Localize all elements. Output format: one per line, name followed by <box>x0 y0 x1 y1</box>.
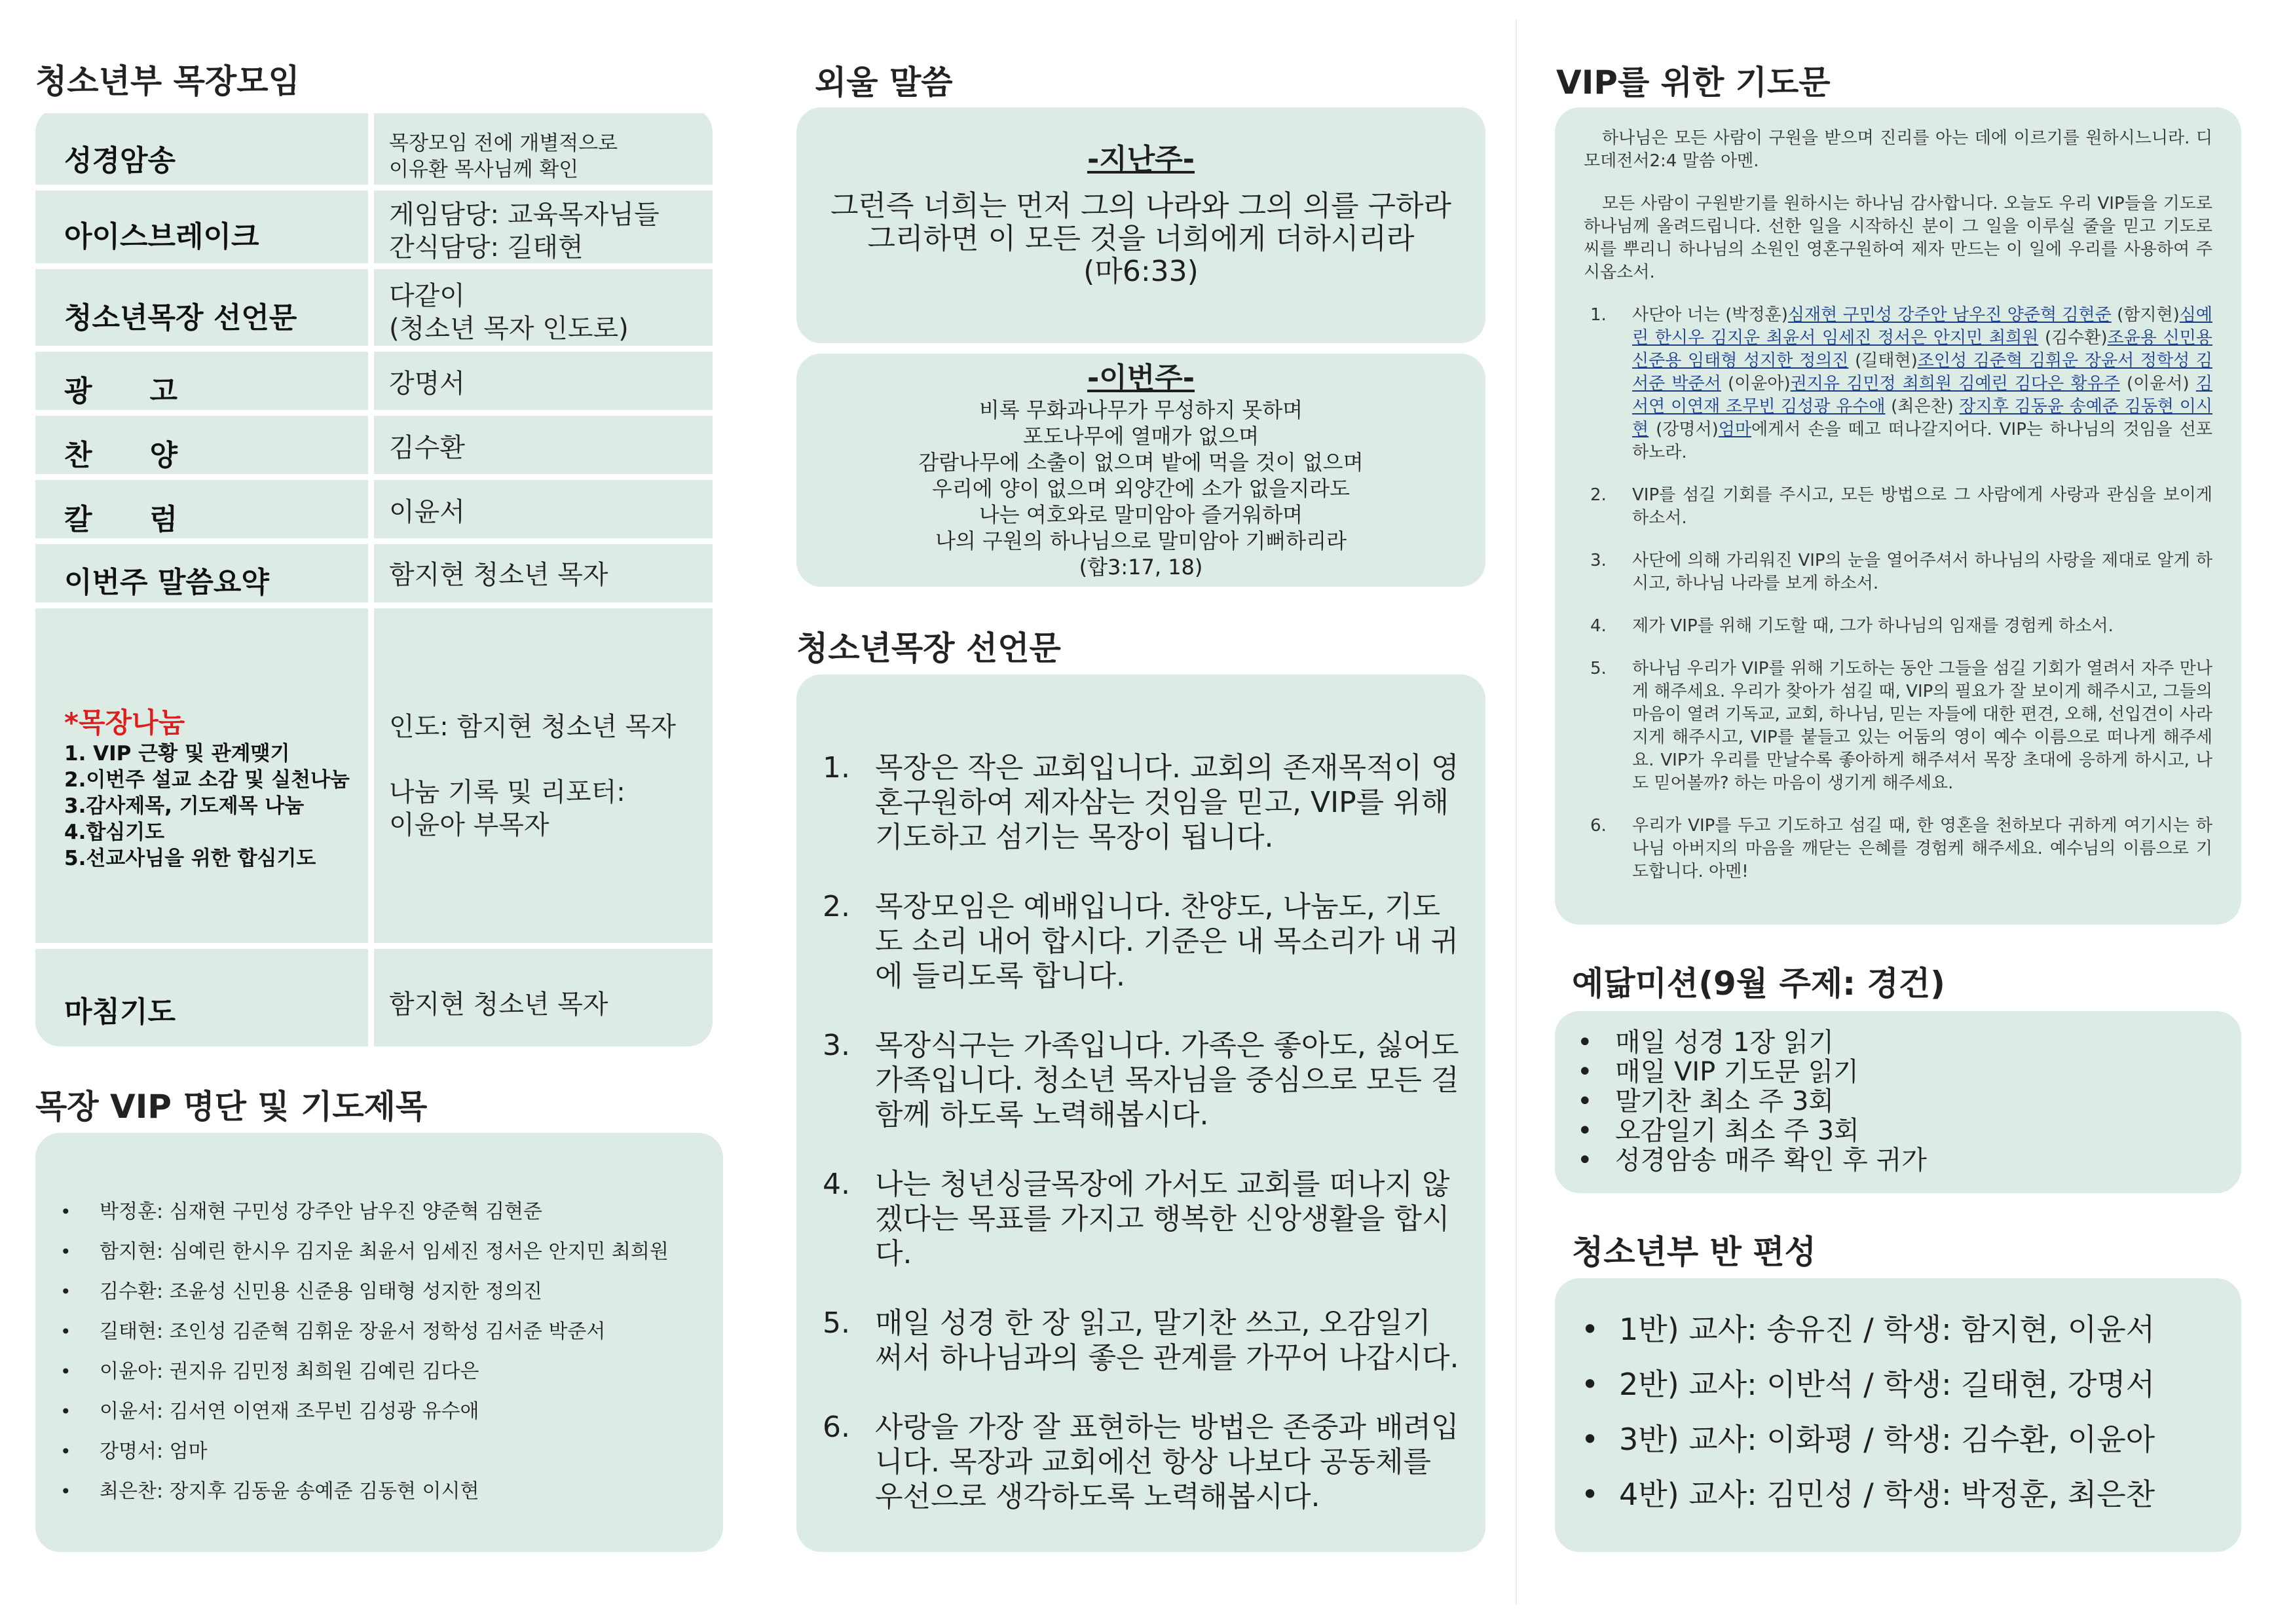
schedule-row <box>35 346 713 410</box>
item-text: 매일 성경 한 장 읽고, 말기찬 쓰고, 오감일기 써서 하나님과의 좋은 관계를 가꾸어 나갑시다. <box>875 1306 1459 1375</box>
prayer-text: (길태현) <box>1848 351 1918 371</box>
schedule-row <box>35 410 713 474</box>
sharing-recorder: 나눔 기록 및 리포터: <box>389 777 625 807</box>
sharing-recorder: 이윤아 부목자 <box>389 810 550 840</box>
value-line: 간식담당: 길태현 <box>389 232 584 263</box>
schedule-label: 청소년목장 선언문 <box>64 301 297 335</box>
declaration-item <box>796 1028 1466 1132</box>
prayer-text: (이윤아) <box>1721 374 1791 394</box>
list-item: • 이윤서: 김서연 이연재 조무빈 김성광 유수애 <box>35 1392 723 1431</box>
verse-title: -이번주- <box>1087 361 1195 395</box>
vip-names: 권지유 김민정 최희원 김예린 김다은 황유주 <box>1790 374 2120 394</box>
prayer-heading: VIP를 위한 기도문 <box>1556 64 1831 101</box>
mission-heading: 예닮미션(9월 주제: 경건) <box>1572 965 1946 1003</box>
declaration-item <box>796 889 1466 993</box>
schedule-value: 이윤서 <box>389 497 465 527</box>
verse-text <box>796 397 1485 580</box>
verse-text <box>796 190 1485 288</box>
prayer-item <box>1584 484 2212 530</box>
prayer-text: (함지현) <box>2111 305 2180 325</box>
list-item: • 매일 VIP 기도문 읽기 <box>1555 1058 2241 1087</box>
prayer-item <box>1584 657 2212 795</box>
list-item: • 성경암송 매주 확인 후 귀가 <box>1555 1146 2241 1175</box>
mission-list <box>1555 1028 2241 1175</box>
mission-panel <box>1555 1011 2241 1193</box>
list-item: • 오감일기 최소 주 3회 <box>1555 1116 2241 1146</box>
prayer-text: (이윤서) <box>2119 374 2196 394</box>
verse-line: 그리하면 이 모든 것을 너희에게 더하시리라 <box>867 222 1415 255</box>
schedule-value <box>389 280 629 345</box>
prayer-intro: 하나님은 모든 사람이 구원을 받으며 진리를 아는 데에 이르기를 원하시느니라. 디모데전서2:4 말씀 아멘. <box>1584 128 2212 171</box>
item-text: 목장은 작은 교회입니다. 교회의 존재목적이 영혼구원하여 제자삼는 것임을 믿고, VIP를 위해 기도하고 섬기는 목장이 됩니다. <box>875 751 1459 854</box>
sharing-item: 5.선교사님을 위한 합심기도 <box>64 847 316 870</box>
schedule-label: 찬 양 <box>64 439 178 472</box>
schedule-table <box>35 107 713 1046</box>
vip-names: 심예린 한시우 김지운 최윤서 임세진 정서은 안지민 최희원 <box>1632 305 2212 348</box>
item-number: 1. <box>1590 305 1607 325</box>
sharing-row <box>35 602 713 943</box>
schedule-label: 마침기도 <box>64 995 176 1029</box>
declaration-item <box>796 1410 1466 1514</box>
schedule-label: 이번주 말씀요약 <box>64 566 269 599</box>
schedule-value: 함지현 청소년 목자 <box>389 560 608 590</box>
schedule-row <box>35 107 713 185</box>
item-text: 목장식구는 가족입니다. 가족은 좋아도, 싫어도 가족입니다. 청소년 목자님을 중심으로 모든 걸 함께 하도록 노력해봅시다. <box>875 1029 1459 1132</box>
vip-heading: 목장 VIP 명단 및 기도제목 <box>35 1088 428 1126</box>
verse-reference: (합3:17, 18) <box>1079 555 1203 580</box>
list-item: • 4반) 교사: 김민성 / 학생: 박정훈, 최은찬 <box>1555 1467 2241 1522</box>
schedule-row <box>35 263 713 346</box>
schedule-value: 강명서 <box>389 369 465 399</box>
value-line: (청소년 목자 인도로) <box>389 314 629 344</box>
vip-names: 김서연 이연재 조무빈 김성광 유수애 <box>1632 374 2212 416</box>
value-line: 다같이 <box>389 281 465 311</box>
item-number: 5. <box>1590 659 1607 678</box>
verse-line: 비록 무화과나무가 무성하지 못하며 <box>979 397 1303 422</box>
prayer-item <box>1584 615 2212 638</box>
list-item: • 강명서: 엄마 <box>35 1431 723 1471</box>
prayer-text: 에게서 손을 떼고 떠나갈지어다. VIP는 하나님의 것임을 선포하노라. <box>1632 420 2213 462</box>
vip-names: 조윤용 신민용 신준용 임태형 성지한 정의진 <box>1632 328 2213 371</box>
item-number: 6. <box>823 1411 850 1444</box>
prayer-text: 사단아 너는 (박정훈) <box>1632 305 1788 325</box>
schedule-label: 광 고 <box>64 375 178 408</box>
list-item: • 1반) 교사: 송유진 / 학생: 함지현, 이윤서 <box>1555 1302 2241 1357</box>
prayer-paragraph: 모든 사람이 구원받기를 원하시는 하나님 감사합니다. 오늘도 우리 VIP들을 기도로 하나님께 올려드립니다. 선한 일을 시작하신 분이 그 일을 이루실 줄을 믿고 기도로 씨를 뿌리니 하나님의 소원인 영혼구원하여 제자 만드는 이 일에 우리를 사용하여 주시옵소서. <box>1584 194 2212 282</box>
schedule-row <box>35 538 713 602</box>
item-number: 1. <box>823 751 850 784</box>
verse-line: 그런즉 너희는 먼저 그의 나라와 그의 의를 구하라 <box>830 189 1451 223</box>
list-item: • 이윤아: 권지유 김민정 최희원 김예린 김다은 <box>35 1352 723 1392</box>
list-item: • 함지현: 심예린 한시우 김지운 최윤서 임세진 정서은 안지민 최희원 <box>35 1232 723 1272</box>
schedule-label: 칼 럼 <box>64 503 178 536</box>
item-number: 4. <box>823 1168 850 1201</box>
list-item: • 말기찬 최소 주 3회 <box>1555 1087 2241 1116</box>
vip-list <box>35 1192 723 1511</box>
verse-line: 나는 여호와로 말미암아 즐거워하며 <box>979 502 1303 527</box>
verse-line: 나의 구원의 하나님으로 말미암아 기뻐하리라 <box>935 528 1347 553</box>
sharing-item: 2.이번주 설교 소감 및 실천나눔 <box>64 768 350 792</box>
class-heading: 청소년부 반 편성 <box>1572 1233 1816 1271</box>
last-week-verse <box>796 107 1485 343</box>
schedule-row <box>35 474 713 538</box>
prayer-text: (김수환) <box>2038 328 2108 348</box>
prayer-item <box>1584 549 2212 595</box>
prayer-text: (강명서) <box>1649 420 1719 439</box>
prayer-text: 우리가 VIP를 두고 기도하고 섬길 때, 한 영혼을 천하보다 귀하게 여기시는 하나님 아버지의 마음을 깨닫는 은혜를 경험케 해주세요. 예수님의 이름으로 기도합니다. 아멘! <box>1632 816 2212 881</box>
class-list <box>1555 1302 2241 1522</box>
item-text: 목장모임은 예배입니다. 찬양도, 나눔도, 기도도 소리 내어 합시다. 기준은 내 목소리가 내 귀에 들리도록 합니다. <box>875 890 1459 993</box>
item-text: 사랑을 가장 잘 표현하는 방법은 존중과 배려입니다. 목장과 교회에선 항상 나보다 공동체를 우선으로 생각하도록 노력해봅시다. <box>875 1411 1459 1513</box>
vip-names: 심재현 구민성 강주안 남우진 양준혁 김현준 <box>1787 305 2112 325</box>
declaration-panel <box>796 674 1485 1552</box>
declaration-heading: 청소년목장 선언문 <box>796 629 1061 667</box>
list-item: • 박정훈: 심재현 구민성 강주안 남우진 양준혁 김현준 <box>35 1192 723 1232</box>
item-number: 2. <box>823 890 850 923</box>
schedule-value: 함지현 청소년 목자 <box>389 989 608 1020</box>
schedule-value: 김수환 <box>389 433 465 463</box>
this-week-verse <box>796 354 1485 587</box>
class-panel <box>1555 1278 2241 1552</box>
item-number: 6. <box>1590 816 1607 836</box>
verse-title: -지난주- <box>1087 143 1195 176</box>
verse-reference: (마6:33) <box>1083 255 1199 288</box>
closing-row <box>35 943 713 1046</box>
declaration-item <box>796 1167 1466 1271</box>
value-line: 이유환 목사님께 확인 <box>389 158 579 181</box>
meeting-heading: 청소년부 목장모임 <box>35 62 300 100</box>
list-item: • 2반) 교사: 이반석 / 학생: 길태현, 강명서 <box>1555 1357 2241 1412</box>
vip-names: 엄마 <box>1718 420 1751 439</box>
item-number: 5. <box>823 1306 850 1340</box>
vip-names: 조인성 김준혁 김휘운 장윤서 정학성 김서준 박준서 <box>1632 351 2213 394</box>
prayer-panel <box>1555 107 2241 925</box>
prayer-text: VIP를 섬길 기회를 주시고, 모든 방법으로 그 사람에게 사랑과 관심을 보이게 하소서. <box>1632 485 2212 528</box>
vip-list-panel <box>35 1133 723 1552</box>
prayer-text: 하나님 우리가 VIP를 위해 기도하는 동안 그들을 섬길 기회가 열려서 자주 만나게 해주세요. 우리가 찾아가 섬길 때, VIP의 필요가 잘 보이게 해주시고, 그들의 마음이 열려 기독교, 교회, 하나님, 믿는 자들에 대한 편견, 오해, 선입견이 사라지게 해주시고, VIP를 붙들고 있는 어둠의 영이 예수 이름으로 떠나게 해주세요. VIP가 우리를 만날수록 좋아하게 해주셔서 목장 초대에 응하게 하시고, 나도 믿어볼까? 하는 마음이 생기게 해주세요. <box>1632 659 2212 793</box>
vip-names: 장지후 김동윤 송예준 김동현 이시현 <box>1632 397 2212 439</box>
declaration-item <box>796 750 1466 855</box>
sharing-item: 3.감사제목, 기도제목 나눔 <box>64 794 305 818</box>
sharing-item: 4.합심기도 <box>64 821 165 844</box>
sharing-value <box>389 710 676 841</box>
item-text: 나는 청년싱글목장에 가서도 교회를 떠나지 않겠다는 목표를 가지고 행복한 신앙생활을 합시다. <box>875 1168 1450 1270</box>
schedule-label: 아이스브레이크 <box>64 220 259 253</box>
list-item: • 길태현: 조인성 김준혁 김휘운 장윤서 정학성 김서준 박준서 <box>35 1312 723 1352</box>
list-item: • 3반) 교사: 이화평 / 학생: 김수환, 이윤아 <box>1555 1412 2241 1467</box>
value-line: 게임담당: 교육목자님들 <box>389 200 660 230</box>
sharing-leader: 인도: 함지현 청소년 목자 <box>389 712 677 742</box>
list-item: • 최은찬: 장지후 김동윤 송예준 김동현 이시현 <box>35 1471 723 1511</box>
schedule-value <box>389 198 660 264</box>
schedule-value <box>389 130 618 183</box>
item-number: 3. <box>1590 551 1607 570</box>
sharing-title: *목장나눔 <box>64 707 185 739</box>
declaration-item <box>796 1306 1466 1375</box>
memorize-heading: 외울 말씀 <box>815 64 953 101</box>
prayer-item <box>1584 304 2212 464</box>
verse-line: 우리에 양이 없으며 외양간에 소가 없을지라도 <box>931 476 1351 501</box>
item-number: 4. <box>1590 616 1607 636</box>
verse-line: 포도나무에 열매가 없으며 <box>1022 424 1259 449</box>
prayer-text: 제가 VIP를 위해 기도할 때, 그가 하나님의 임재를 경험케 하소서. <box>1632 616 2114 636</box>
column-divider <box>1516 20 1517 1604</box>
prayer-item <box>1584 815 2212 883</box>
prayer-text: 사단에 의해 가리워진 VIP의 눈을 열어주셔서 하나님의 사랑을 제대로 알게 하시고, 하나님 나라를 보게 하소서. <box>1632 551 2212 593</box>
item-number: 2. <box>1590 485 1607 505</box>
sharing-block <box>64 701 350 872</box>
sharing-item: 1. VIP 근황 및 관계맺기 <box>64 742 290 766</box>
list-item: • 매일 성경 1장 읽기 <box>1555 1028 2241 1058</box>
schedule-row <box>35 185 713 263</box>
prayer-text: (최은찬) <box>1885 397 1960 416</box>
item-number: 3. <box>823 1029 850 1062</box>
value-line: 목장모임 전에 개별적으로 <box>389 132 618 155</box>
verse-line: 감람나무에 소출이 없으며 밭에 먹을 것이 없으며 <box>918 450 1364 475</box>
list-item: • 김수환: 조윤성 신민용 신준용 임태형 성지한 정의진 <box>35 1272 723 1312</box>
schedule-label: 성경암송 <box>64 144 176 177</box>
